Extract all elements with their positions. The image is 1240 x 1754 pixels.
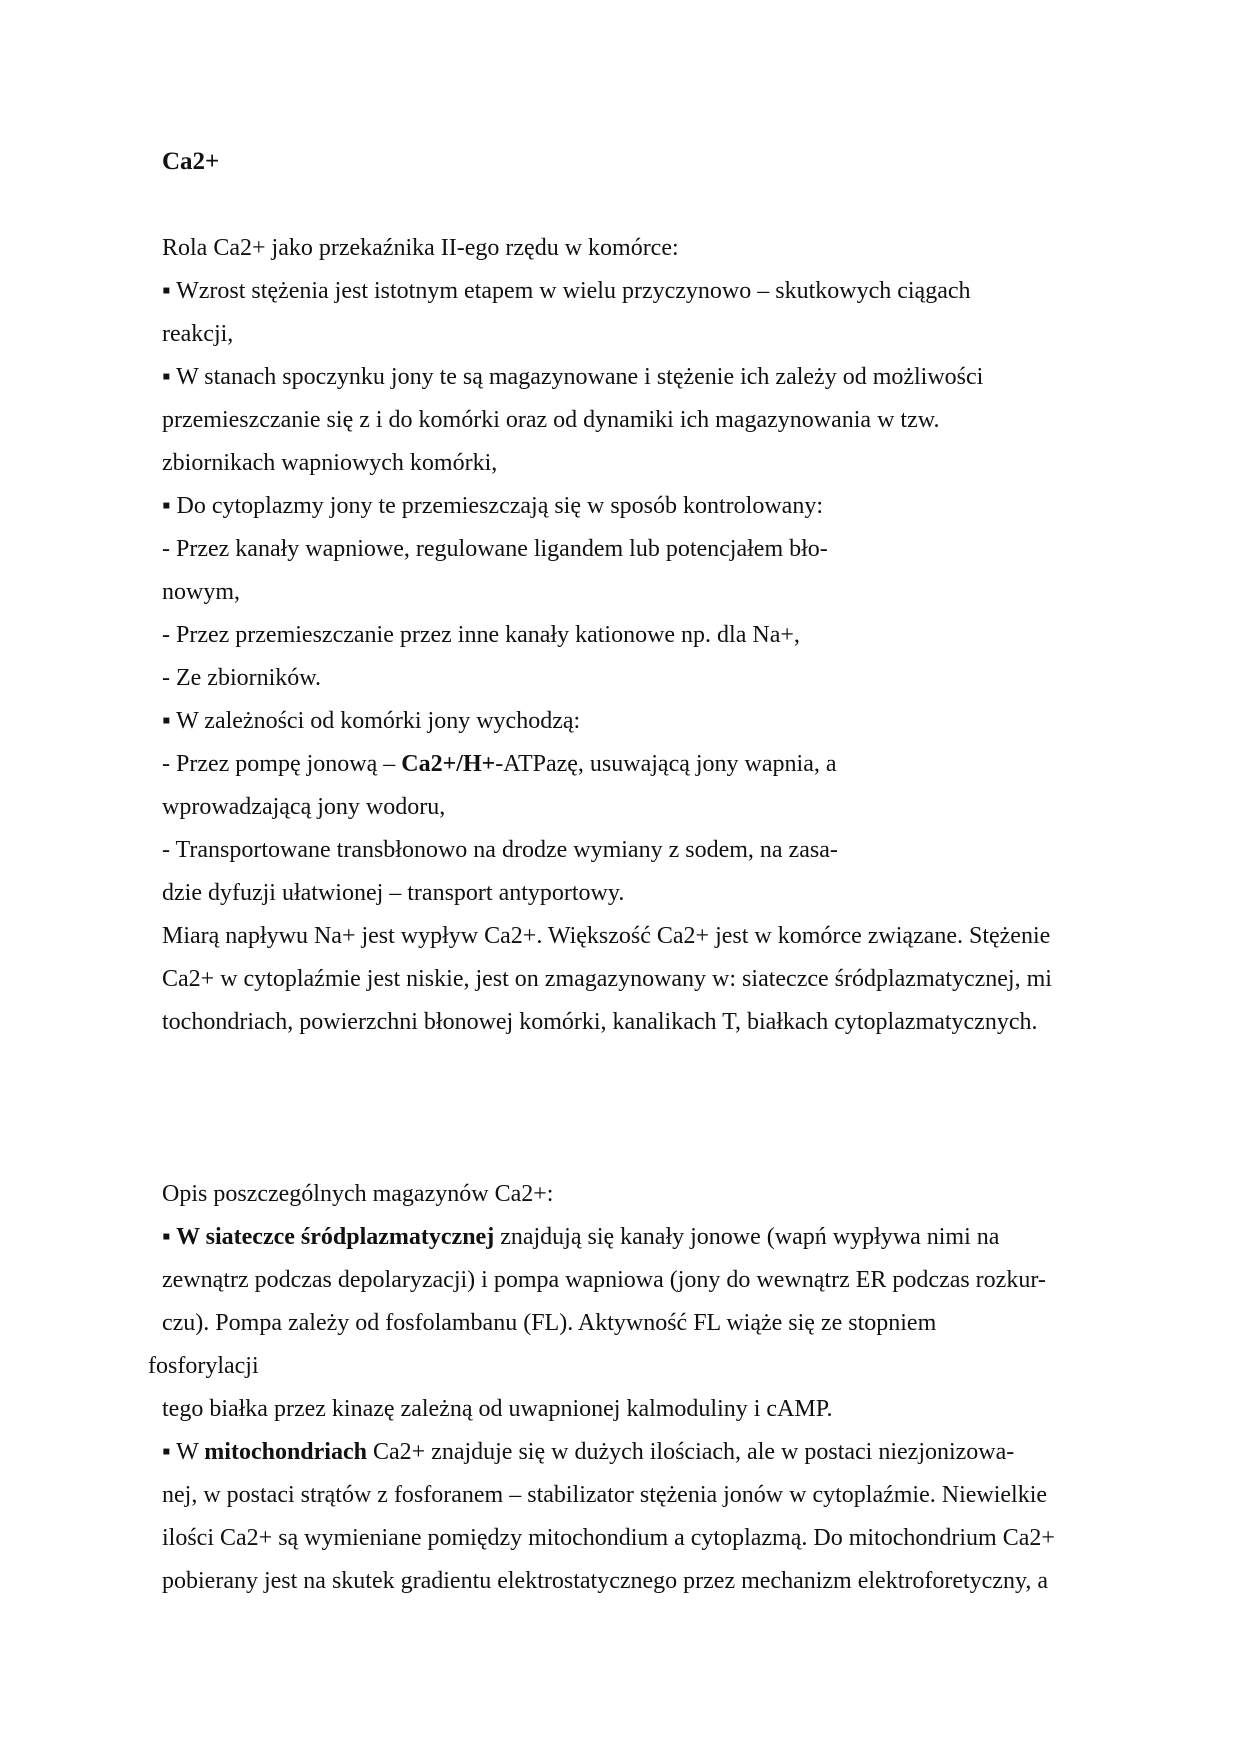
text-line — [162, 1436, 1014, 1468]
text-line: - Transportowane transbłonowo na drodze wymiany z sodem, na zasa- — [162, 837, 838, 863]
bold-text-run: Ca2+/H+ — [401, 751, 496, 777]
text-line: ▪ Do cytoplazmy jony te przemieszczają się w sposób kontrolowany: — [162, 493, 823, 519]
text-line: - Ze zbiorników. — [162, 665, 322, 691]
text-line: nej, w postaci strątów z fosforanem – stabilizator stężenia jonów w cytoplaźmie. Niewielkie — [162, 1482, 1048, 1508]
section1-heading: Rola Ca2+ jako przekaźnika II-ego rzędu w komórce: — [162, 235, 679, 261]
text-line: tochondriach, powierzchni błonowej komórki, kanalikach T, białkach cytoplazmatycznych. — [162, 1009, 1038, 1035]
text-line: przemieszczanie się z i do komórki oraz od dynamiki ich magazynowania w tzw. — [162, 407, 940, 433]
document-title: Ca2+ — [162, 148, 220, 175]
text-line — [162, 748, 837, 780]
text-line: Miarą napływu Na+ jest wypływ Ca2+. Większość Ca2+ jest w komórce związane. Stężenie — [162, 923, 1051, 949]
text-line: ilości Ca2+ są wymieniane pomiędzy mitochondium a cytoplazmą. Do mitochondrium Ca2+ — [162, 1525, 1055, 1551]
text-run: Ca2+ znajduje się w dużych ilościach, ale w postaci niezjonizowa- — [366, 1439, 1015, 1465]
text-line: ▪ W zależności od komórki jony wychodzą: — [162, 708, 581, 734]
bold-text-run: ▪ W siateczce śródplazmatycznej — [162, 1224, 495, 1250]
text-line: ▪ W stanach spoczynku jony te są magazynowane i stężenie ich zależy od możliwości — [162, 364, 984, 390]
text-line: reakcji, — [162, 321, 234, 347]
text-line: Ca2+ w cytoplaźmie jest niskie, jest on zmagazynowany w: siateczce śródplazmatycznej, mi — [162, 966, 1052, 992]
text-run: -ATPazę, usuwającą jony wapnia, a — [495, 751, 837, 777]
text-line: fosforylacji — [148, 1353, 259, 1379]
section2-heading: Opis poszczególnych magazynów Ca2+: — [162, 1181, 554, 1207]
text-line: zewnątrz podczas depolaryzacji) i pompa wapniowa (jony do wewnątrz ER podczas rozkur- — [162, 1267, 1046, 1293]
text-line: dzie dyfuzji ułatwionej – transport antyportowy. — [162, 880, 625, 906]
text-line: ▪ Wzrost stężenia jest istotnym etapem w wielu przyczynowo – skutkowych ciągach — [162, 278, 971, 304]
bold-text-run: mitochondriach — [204, 1439, 367, 1465]
text-line: - Przez kanały wapniowe, regulowane ligandem lub potencjałem bło- — [162, 536, 828, 562]
text-line: - Przez przemieszczanie przez inne kanały kationowe np. dla Na+, — [162, 622, 800, 648]
text-line: tego białka przez kinazę zależną od uwapnionej kalmoduliny i cAMP. — [162, 1396, 833, 1422]
text-line: wprowadzającą jony wodoru, — [162, 794, 446, 820]
text-run: ▪ W — [162, 1439, 205, 1465]
text-run: - Przez pompę jonową – — [162, 751, 402, 777]
text-line: czu). Pompa zależy od fosfolambanu (FL). Aktywność FL wiąże się ze stopniem — [162, 1310, 937, 1336]
text-line: zbiornikach wapniowych komórki, — [162, 450, 498, 476]
text-line: nowym, — [162, 579, 240, 605]
text-run: znajdują się kanały jonowe (wapń wypływa nimi na — [494, 1224, 1000, 1250]
text-line: pobierany jest na skutek gradientu elektrostatycznego przez mechanizm elektroforetyczny, a — [162, 1568, 1049, 1594]
text-line — [162, 1221, 999, 1253]
